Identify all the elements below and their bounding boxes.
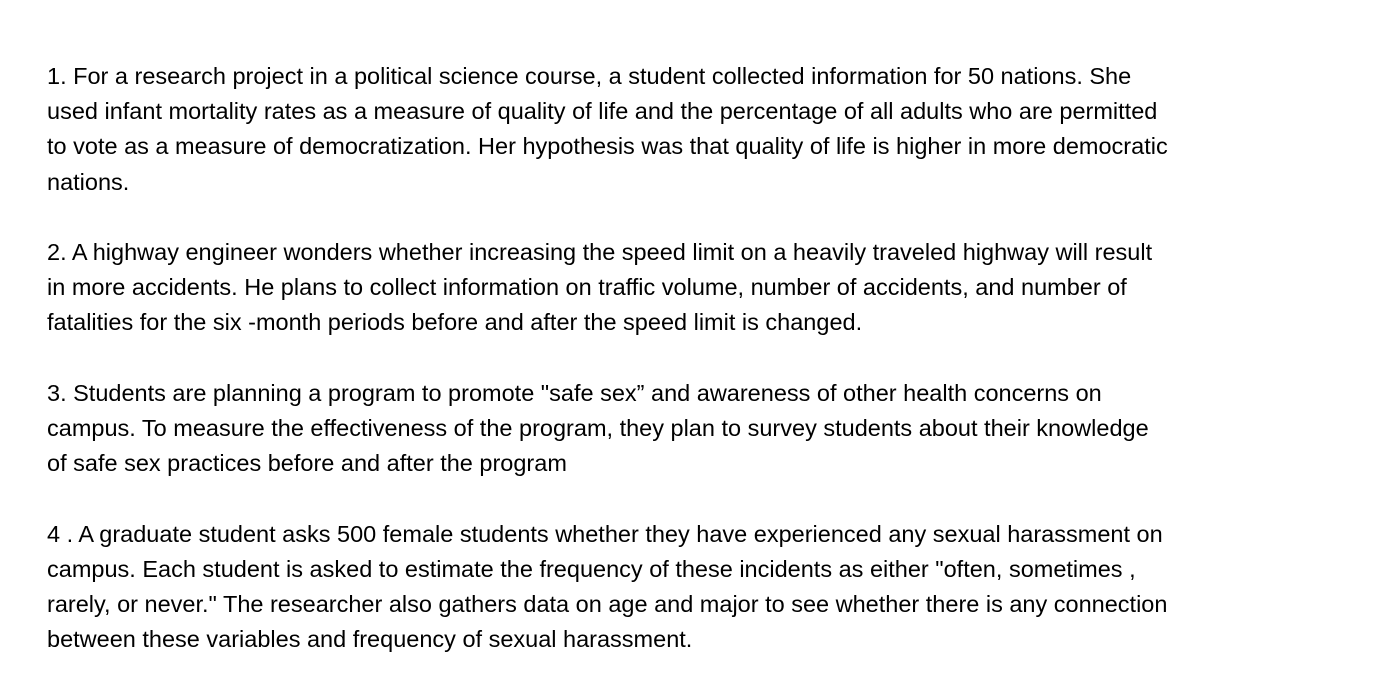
text-line: to vote as a measure of democratization. Her hypothesis was that quality of life is higher in more democratic — [47, 133, 1168, 160]
text-line: rarely, or never." The researcher also gathers data on age and major to see whether there is any connection — [47, 591, 1168, 617]
text-line: of safe sex practices before and after the program — [47, 450, 567, 477]
text-line: 1. For a research project in a political science course, a student collected information for 50 nations. She — [47, 63, 1132, 89]
text-line: in more accidents. He plans to collect information on traffic volume, number of accidents, and number of — [47, 274, 1127, 301]
question-4-paragraph — [47, 517, 1357, 658]
document-body — [47, 59, 1357, 693]
text-line: 2. A highway engineer wonders whether increasing the speed limit on a heavily traveled highway will result — [47, 239, 1153, 265]
text-line: fatalities for the six -month periods before and after the speed limit is changed. — [47, 309, 863, 336]
text-line: between these variables and frequency of sexual harassment. — [47, 626, 693, 653]
text-line: nations. — [47, 168, 130, 195]
question-2-paragraph — [47, 235, 1357, 341]
text-line: campus. Each student is asked to estimate the frequency of these incidents as either "often, sometimes , — [47, 555, 1136, 582]
question-1-paragraph — [47, 59, 1357, 200]
text-line: campus. To measure the effectiveness of the program, they plan to survey students about their knowledge — [47, 415, 1149, 441]
text-line: 3. Students are planning a program to promote "safe sex” and awareness of other health concerns on — [47, 379, 1102, 406]
text-line: 4 . A graduate student asks 500 female students whether they have experienced any sexual harassment on — [47, 520, 1163, 547]
question-3-paragraph — [47, 376, 1357, 482]
text-line: used infant mortality rates as a measure of quality of life and the percentage of all adults who are permitted — [47, 98, 1158, 125]
